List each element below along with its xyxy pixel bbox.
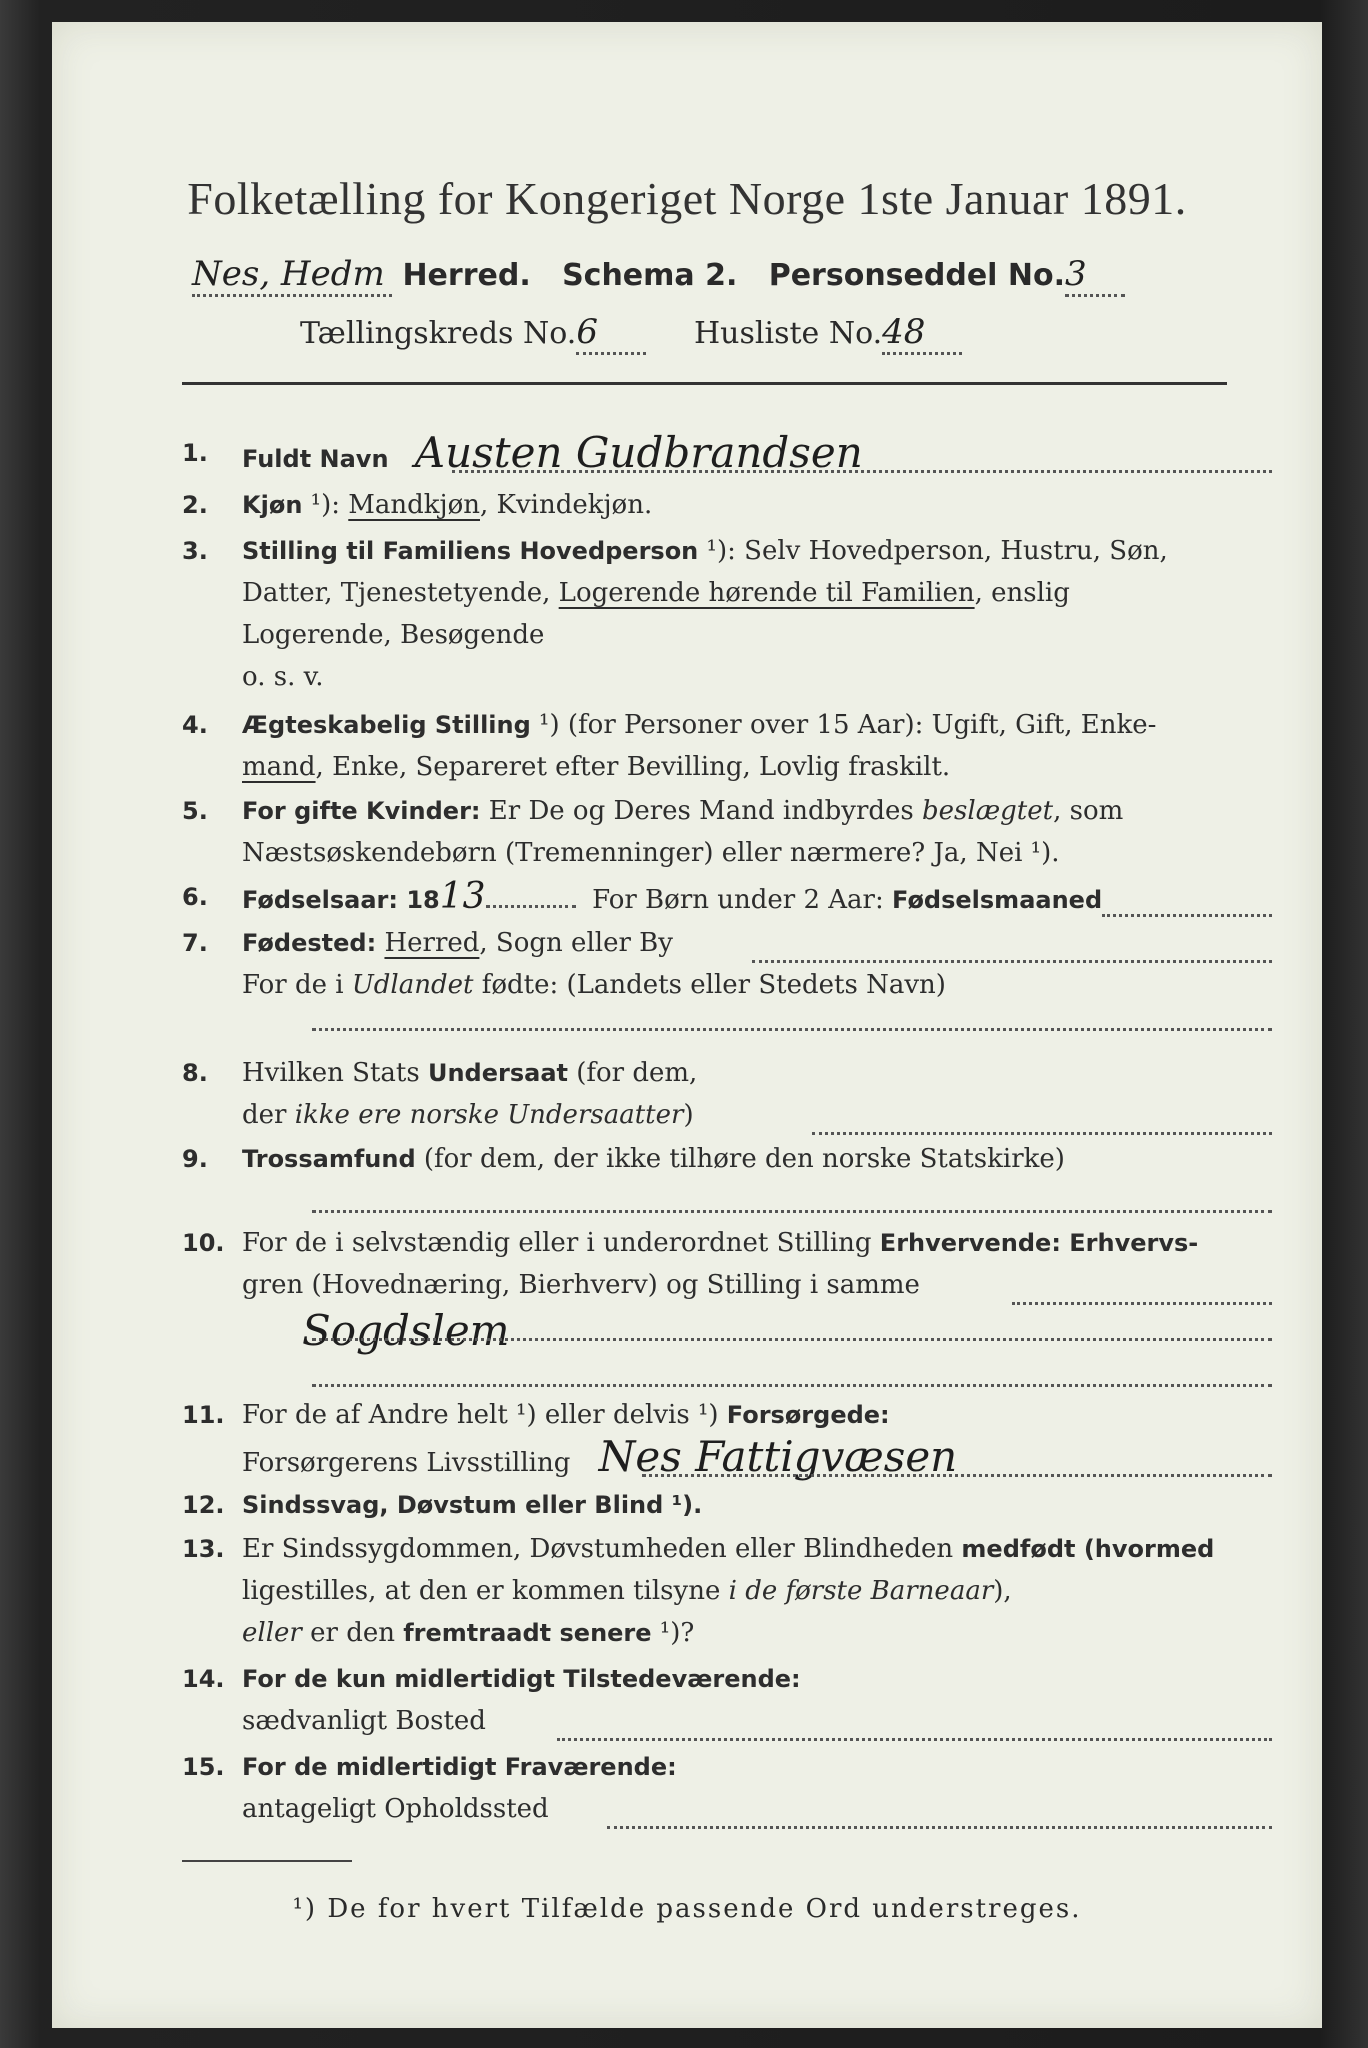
selected-option: Herred <box>384 928 480 958</box>
item-number: 5. <box>182 797 208 825</box>
item-text: Hvilken Stats <box>242 1058 428 1088</box>
dotted-line <box>1012 1302 1272 1305</box>
item-label: Stilling til Familiens Hovedperson <box>242 537 699 565</box>
item-number: 2. <box>182 491 208 519</box>
occupation-value: Sogdslem <box>302 1306 510 1355</box>
item-text: antageligt Opholdssted <box>242 1794 549 1824</box>
item-text: Forsørgede: <box>726 1401 890 1429</box>
item-text: ikke ere norske Undersaatter <box>294 1100 684 1130</box>
header-divider <box>182 382 1227 385</box>
item-label: Ægteskabelig Stilling <box>242 711 531 739</box>
dotted-line <box>312 1384 1272 1387</box>
item-number: 14. <box>182 1665 225 1693</box>
dotted-line <box>312 1028 1272 1031</box>
item-number: 11. <box>182 1401 225 1429</box>
footnote: ¹) De for hvert Tilfælde passende Ord understreges. <box>292 1894 1082 1924</box>
item-text: Fødselsmaaned <box>892 886 1103 914</box>
form-title: Folketælling for Kongeriget Norge 1ste Januar 1891. <box>187 173 1187 224</box>
dotted-line <box>312 1210 1272 1213</box>
sex-option-selected: Mandkjøn <box>348 490 480 520</box>
item-text: Selv Hovedperson, Hustru, Søn, <box>744 536 1168 566</box>
item-text: Næstsøskendebørn (Tremenninger) eller nærmere? Ja, Nei ¹). <box>242 838 1060 868</box>
item-text: Datter, Tjenestetyende, <box>242 578 559 608</box>
item-text: er den <box>301 1618 404 1648</box>
item-text: i de første Barneaar <box>728 1576 994 1606</box>
item-label: Fødested: <box>242 929 377 957</box>
item-number: 8. <box>182 1059 208 1087</box>
item-text: For de i <box>242 970 352 1000</box>
item-text: ¹)? <box>651 1618 695 1648</box>
dotted-line <box>812 1132 1272 1135</box>
header-line-kreds <box>300 312 962 355</box>
item-text: (for dem, <box>567 1058 698 1088</box>
item-text: Forsørgerens Livsstilling <box>242 1448 571 1478</box>
item-text: For de af Andre helt ¹) eller delvis ¹) <box>242 1400 727 1430</box>
item-text: ligestilles, at den er kommen tilsyne <box>242 1576 729 1606</box>
item-text: Er De og Deres Mand indbyrdes <box>488 796 923 826</box>
item-text: Erhvervende: Erhvervs- <box>879 1229 1199 1257</box>
item-text: Udlandet <box>351 970 474 1000</box>
footnote-rule <box>182 1860 352 1862</box>
dotted-line <box>642 1474 1272 1477</box>
item-number: 10. <box>182 1229 225 1257</box>
item-text: fremtraadt senere <box>403 1619 652 1647</box>
item-number: 15. <box>182 1753 225 1781</box>
item-label: For de kun midlertidigt Tilstedeværende: <box>242 1665 801 1693</box>
dotted-line <box>1102 914 1272 917</box>
personseddel-label: Personseddel No. <box>768 258 1066 293</box>
census-form-page: Folketælling for Kongeriget Norge 1ste Januar 1891. Nes, Hedm Herred. Schema 2. Personseddel No.3 Tællingskreds No.6 Husliste No.48 1. Fuldt Navn Austen Gudbrandsen 2. Kjøn ¹): Mandkjøn, Kvindekjøn. 3. Stilling til Familiens Hovedperson ¹): Selv Hovedperson, Hustru, Søn, Datter, Tjenestetyende, Logerende hørende til Familien, enslig Logerende, Besøgende o. s. v. 4. Ægteskabelig Stilling ¹) (for Personer over 15 Aar): Ugift, Gift, Enke- mand, Enke, Separeret efter Bevilling, Lovlig fraskilt. 5. For gifte Kvinder: Er De og Deres Mand indbyrdes beslægtet, som Næstsøskendebørn (Tremenninger) eller nærmere? Ja, Nei ¹). 6. Fødselsaar: 1813 For Børn under 2 Aar: Fødselsmaaned 7. Fødested: Herred, Sogn eller By For de i Udlandet fødte: (Landets eller Stedets Navn) 8. Hvilken Stats Undersaat (for dem, der ikke ere norske Undersaatter) 9. Trossamfund (for dem, der ikke tilhøre den norske Statskirke) 10. For de i selvstændig eller i underordnet Stilling Erhvervende: Erhvervs- gren (Hovednæring, Bierhverv) og Stilling i samme Sogdslem 11. For de af Andre helt ¹) eller delvis ¹) Forsørgede: Forsørgerens Livsstilling Nes Fattigvæsen 12. Sindssvag, Døvstum eller Blind ¹). 13. Er Sindssygdommen, Døvstumheden eller Blindheden medfødt (hvormed ligestilles, at den er kommen tilsyne i de første Barneaar), eller er den fremtraadt senere ¹)? 14. For de kun midlertidigt Tilstedeværende: sædvanligt Bosted 15. For de midlertidigt Fraværende: antageligt Opholdssted ¹) De for hvert Tilfælde passende Ord understreges. <box>52 22 1322 2028</box>
item-text: fødte: (Landets eller Stedets Navn) <box>473 970 946 1000</box>
dotted-line <box>452 470 1272 473</box>
item-text: ), <box>993 1576 1012 1606</box>
item-number: 6. <box>182 883 208 911</box>
item-number: 4. <box>182 711 208 739</box>
item-number: 1. <box>182 439 208 467</box>
personseddel-value: 3 <box>1065 254 1125 297</box>
item-label: For de midlertidigt Fraværende: <box>242 1753 677 1781</box>
item-text: eller <box>242 1618 302 1648</box>
item-text: (for dem, der ikke tilhøre den norske Statskirke) <box>423 1144 1065 1174</box>
item-text: gren (Hovednæring, Bierhverv) og Stilling i samme <box>242 1270 920 1300</box>
dotted-line <box>312 1338 1272 1341</box>
item-number: 7. <box>182 929 208 957</box>
item-text: medfødt (hvormed <box>961 1535 1215 1563</box>
item-number: 9. <box>182 1145 208 1173</box>
selected-option: mand <box>242 752 316 782</box>
dotted-line <box>752 960 1272 963</box>
provider-value: Nes Fattigvæsen <box>598 1432 958 1481</box>
sex-option-rest: , Kvindekjøn. <box>480 490 653 520</box>
item-label: For gifte Kvinder: <box>242 797 481 825</box>
item-text: ) <box>683 1100 694 1130</box>
item-text: o. s. v. <box>242 662 324 692</box>
birth-year-value: 13 <box>439 876 486 917</box>
item-text: For Børn under 2 Aar: <box>592 885 893 915</box>
item-label: Kjøn <box>242 491 303 519</box>
item-text: , Sogn eller By <box>479 928 673 958</box>
item-label: Fødselsaar: 18 <box>242 886 440 914</box>
item-text: , enslig <box>974 578 1070 608</box>
item-text: , Enke, Separeret efter Bevilling, Lovlig fraskilt. <box>315 752 951 782</box>
item-number: 3. <box>182 537 208 565</box>
item-text: (for Personer over 15 Aar): Ugift, Gift, Enke- <box>567 710 1157 740</box>
dotted-line <box>607 1826 1272 1829</box>
dotted-line <box>557 1738 1272 1741</box>
item-number: 12. <box>182 1491 225 1519</box>
schema-label: Schema 2. <box>562 258 738 293</box>
husliste-label: Husliste No. <box>694 316 883 351</box>
header-line-herred <box>192 254 1125 297</box>
item-label: Trossamfund <box>242 1145 416 1173</box>
item-text: sædvanligt Bosted <box>242 1706 486 1736</box>
item-text: Er Sindssygdommen, Døvstumheden eller Blindheden <box>242 1534 962 1564</box>
kreds-value: 6 <box>576 312 646 355</box>
item-text: For de i selvstændig eller i underordnet Stilling <box>242 1228 880 1258</box>
herred-label: Herred. <box>402 258 531 293</box>
item-label: Fuldt Navn <box>242 445 389 473</box>
item-text: , som <box>1053 796 1124 826</box>
herred-value: Nes, Hedm <box>192 254 392 297</box>
item-label: Sindssvag, Døvstum eller Blind ¹). <box>242 1491 703 1519</box>
kreds-label: Tællingskreds No. <box>300 316 577 351</box>
item-text: der <box>242 1100 295 1130</box>
selected-option: Logerende hørende til Familien <box>558 578 975 608</box>
full-name-value: Austen Gudbrandsen <box>414 428 863 477</box>
item-text: Logerende, Besøgende <box>242 620 545 650</box>
item-text: Undersaat <box>427 1059 568 1087</box>
husliste-value: 48 <box>882 312 962 355</box>
item-number: 13. <box>182 1535 225 1563</box>
item-text: beslægtet <box>922 796 1054 826</box>
